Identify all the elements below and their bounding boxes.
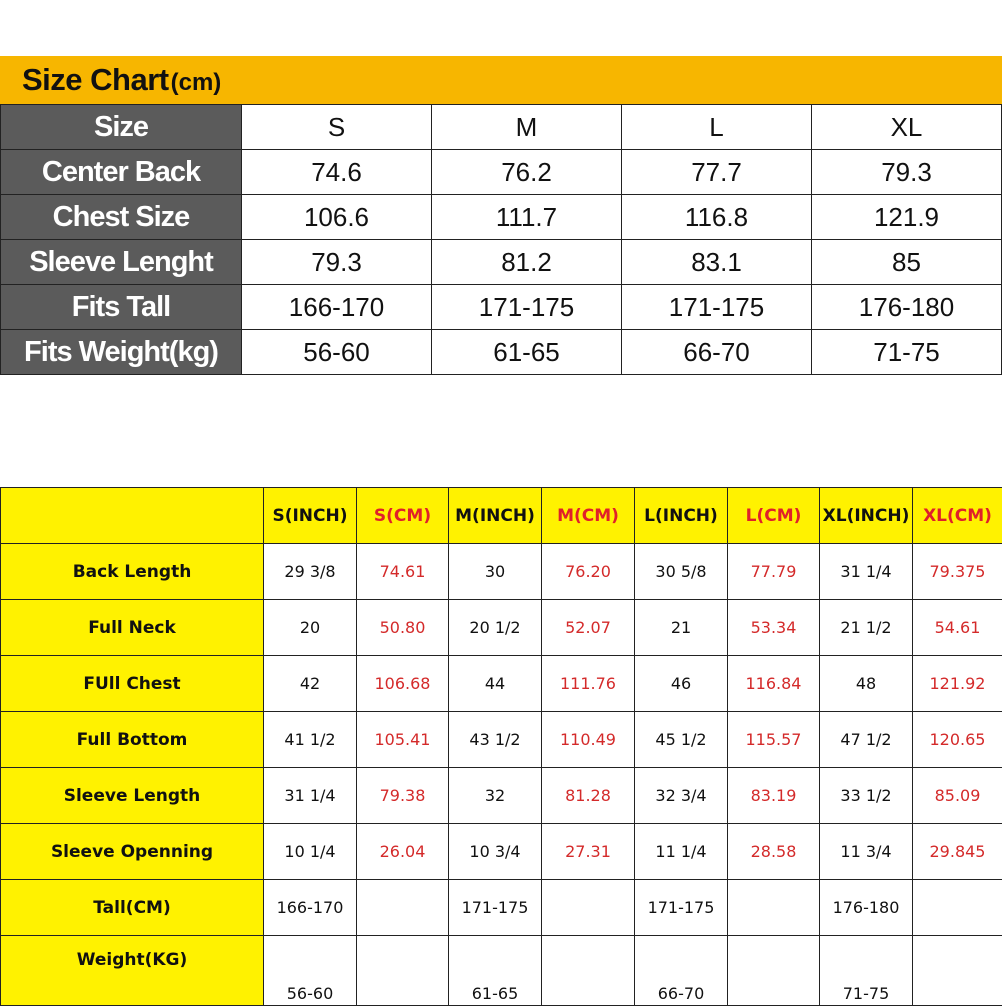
size-chart-title: Size Chart: [22, 62, 169, 98]
column-header: L(CM): [728, 488, 820, 544]
table-row: [1, 285, 1002, 330]
table-cell: 61-65: [449, 936, 542, 1006]
table-cell: [542, 880, 635, 936]
table-cell: 20: [264, 600, 357, 656]
table-cell: S: [242, 105, 432, 150]
table-cell: 29.845: [913, 824, 1002, 880]
table-cell: [357, 880, 449, 936]
row-header-sleeve-length: Sleeve Length: [1, 768, 264, 824]
table-cell: 26.04: [357, 824, 449, 880]
column-header: S(INCH): [264, 488, 357, 544]
row-header-size: Size: [1, 105, 242, 150]
table-cell: 106.6: [242, 195, 432, 240]
table-cell: 121.92: [913, 656, 1002, 712]
table-cell: 79.38: [357, 768, 449, 824]
table-row: [1, 656, 1002, 712]
table-cell: 41 1/2: [264, 712, 357, 768]
column-header: L(INCH): [635, 488, 728, 544]
column-header: S(CM): [357, 488, 449, 544]
size-chart-title-bar: [0, 56, 1002, 104]
table-cell: 120.65: [913, 712, 1002, 768]
table-cell: 74.61: [357, 544, 449, 600]
table-cell: 56-60: [242, 330, 432, 375]
table-cell: 79.375: [913, 544, 1002, 600]
table-cell: 85.09: [913, 768, 1002, 824]
row-header-center-back: Center Back: [1, 150, 242, 195]
table-cell: L: [622, 105, 812, 150]
column-header: M(CM): [542, 488, 635, 544]
table-cell: 85: [812, 240, 1002, 285]
table-cell: 79.3: [242, 240, 432, 285]
row-header-sleeve-length: Sleeve Lenght: [1, 240, 242, 285]
table-cell: 171-175: [449, 880, 542, 936]
row-header-full-neck: Full Neck: [1, 600, 264, 656]
table-cell: 31 1/4: [264, 768, 357, 824]
table-cell: 11 1/4: [635, 824, 728, 880]
table-cell: 171-175: [622, 285, 812, 330]
column-header: XL(INCH): [820, 488, 913, 544]
table-row: [1, 936, 1002, 1006]
table-cell: 83.1: [622, 240, 812, 285]
table-cell: 42: [264, 656, 357, 712]
table-cell: 166-170: [242, 285, 432, 330]
table-cell: 66-70: [622, 330, 812, 375]
table-cell: 83.19: [728, 768, 820, 824]
table-cell: 111.7: [432, 195, 622, 240]
table-cell: 77.79: [728, 544, 820, 600]
size-chart-table: [0, 104, 1002, 375]
table-cell: 21 1/2: [820, 600, 913, 656]
table-cell: 110.49: [542, 712, 635, 768]
table-cell: 76.20: [542, 544, 635, 600]
table-cell: [728, 936, 820, 1006]
table-cell: 28.58: [728, 824, 820, 880]
table-cell: 54.61: [913, 600, 1002, 656]
table-cell: 71-75: [820, 936, 913, 1006]
table-cell: 81.2: [432, 240, 622, 285]
table-cell: [728, 880, 820, 936]
table-cell: 11 3/4: [820, 824, 913, 880]
table-cell: 76.2: [432, 150, 622, 195]
table-row: [1, 824, 1002, 880]
table-cell: 176-180: [812, 285, 1002, 330]
table-row: [1, 150, 1002, 195]
table-cell: 106.68: [357, 656, 449, 712]
table-cell: 71-75: [812, 330, 1002, 375]
table-cell: [913, 936, 1002, 1006]
table-cell: 166-170: [264, 880, 357, 936]
table-row: [1, 712, 1002, 768]
row-header-tall: Tall(CM): [1, 880, 264, 936]
row-header-chest-size: Chest Size: [1, 195, 242, 240]
size-chart-inch-cm-table: [0, 487, 1002, 1006]
table-cell: M: [432, 105, 622, 150]
table-cell: 81.28: [542, 768, 635, 824]
table-cell: 43 1/2: [449, 712, 542, 768]
table-row: [1, 880, 1002, 936]
table-cell: [913, 880, 1002, 936]
table-cell: XL: [812, 105, 1002, 150]
row-header-fits-tall: Fits Tall: [1, 285, 242, 330]
table-cell: 33 1/2: [820, 768, 913, 824]
table-cell: 121.9: [812, 195, 1002, 240]
table-cell: [357, 936, 449, 1006]
table-cell: 29 3/8: [264, 544, 357, 600]
table-cell: 115.57: [728, 712, 820, 768]
table-cell: 116.84: [728, 656, 820, 712]
row-header-back-length: Back Length: [1, 544, 264, 600]
table-cell: 116.8: [622, 195, 812, 240]
column-header: XL(CM): [913, 488, 1002, 544]
table-cell: 31 1/4: [820, 544, 913, 600]
table-cell: 171-175: [635, 880, 728, 936]
table-row: [1, 544, 1002, 600]
table-cell: [542, 936, 635, 1006]
table-cell: 61-65: [432, 330, 622, 375]
table-cell: 74.6: [242, 150, 432, 195]
table-row: [1, 105, 1002, 150]
header-row: [1, 488, 1002, 544]
corner-cell: [1, 488, 264, 544]
table-cell: 52.07: [542, 600, 635, 656]
table-cell: 21: [635, 600, 728, 656]
table-cell: 66-70: [635, 936, 728, 1006]
table-cell: 27.31: [542, 824, 635, 880]
table-cell: 47 1/2: [820, 712, 913, 768]
table-row: [1, 600, 1002, 656]
table-cell: 10 1/4: [264, 824, 357, 880]
table-row: [1, 240, 1002, 285]
row-header-full-bottom: Full Bottom: [1, 712, 264, 768]
table-cell: 32 3/4: [635, 768, 728, 824]
table-cell: 50.80: [357, 600, 449, 656]
table-cell: 53.34: [728, 600, 820, 656]
table-cell: 30 5/8: [635, 544, 728, 600]
table-row: [1, 195, 1002, 240]
table-cell: 45 1/2: [635, 712, 728, 768]
row-header-fits-weight: Fits Weight(kg): [1, 330, 242, 375]
table-cell: 171-175: [432, 285, 622, 330]
row-header-weight: Weight(KG): [1, 936, 264, 1006]
table-cell: 176-180: [820, 880, 913, 936]
size-chart-cm: [0, 56, 1002, 375]
table-cell: 10 3/4: [449, 824, 542, 880]
table-cell: 32: [449, 768, 542, 824]
table-cell: 20 1/2: [449, 600, 542, 656]
table-cell: 30: [449, 544, 542, 600]
table-cell: 79.3: [812, 150, 1002, 195]
table-cell: 105.41: [357, 712, 449, 768]
table-cell: 77.7: [622, 150, 812, 195]
table-cell: 48: [820, 656, 913, 712]
column-header: M(INCH): [449, 488, 542, 544]
row-header-full-chest: FUll Chest: [1, 656, 264, 712]
table-cell: 46: [635, 656, 728, 712]
table-row: [1, 768, 1002, 824]
row-header-sleeve-opening: Sleeve Openning: [1, 824, 264, 880]
table-cell: 44: [449, 656, 542, 712]
size-chart-unit: (cm): [171, 69, 222, 97]
table-cell: 111.76: [542, 656, 635, 712]
table-cell: 56-60: [264, 936, 357, 1006]
table-row: [1, 330, 1002, 375]
